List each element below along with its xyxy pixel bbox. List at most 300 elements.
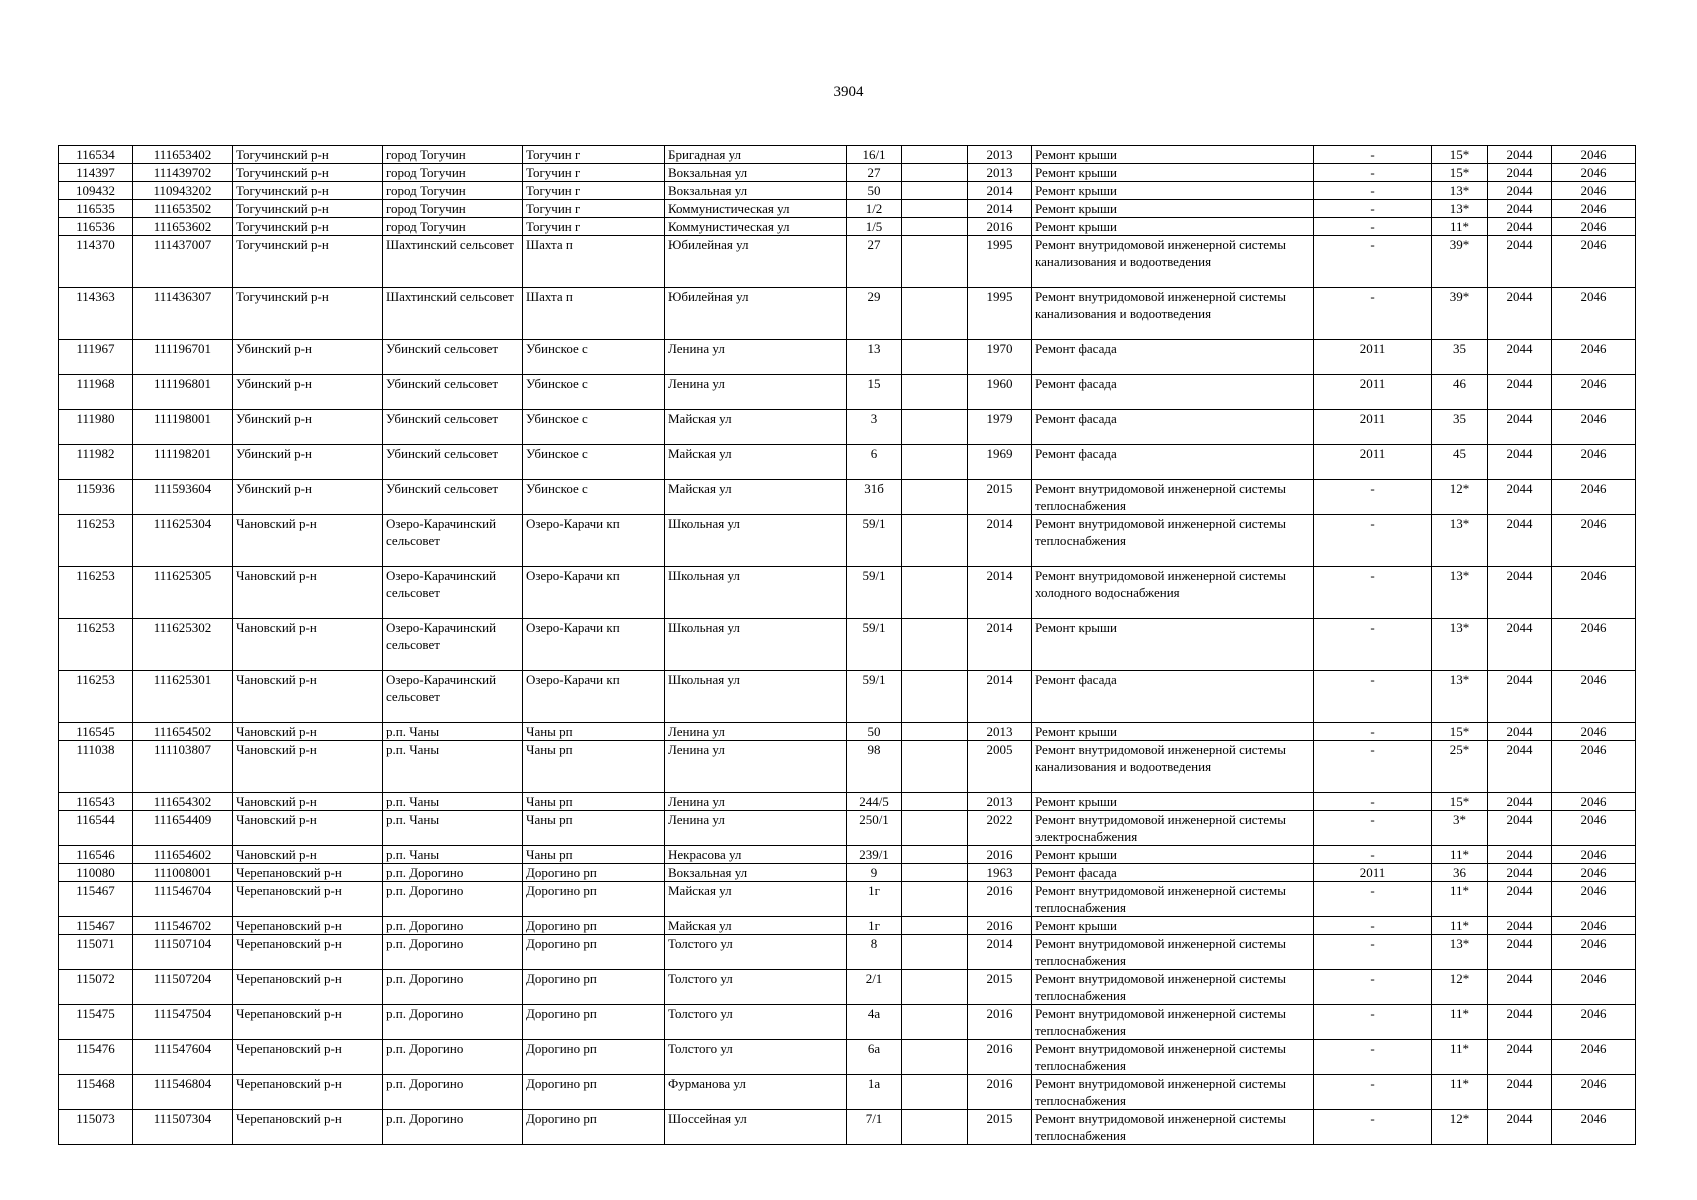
service-life-cell: 46 — [1432, 375, 1488, 410]
settlement-cell: Дорогино рп — [523, 882, 665, 917]
year-cell: 1963 — [968, 864, 1032, 882]
planned-start-year-cell: 2044 — [1488, 200, 1552, 218]
planned-end-year-cell: 2046 — [1552, 288, 1636, 340]
district-cell: Чановский р-н — [233, 793, 383, 811]
house-code-cell: 111196701 — [133, 340, 233, 375]
house-code-cell: 111625305 — [133, 567, 233, 619]
last-repair-year-cell: - — [1314, 619, 1432, 671]
district-cell: Тогучинский р-н — [233, 146, 383, 164]
year-cell: 2005 — [968, 741, 1032, 793]
blank-column-cell — [902, 864, 968, 882]
service-life-cell: 11* — [1432, 846, 1488, 864]
table-row — [59, 882, 1636, 917]
table-row — [59, 515, 1636, 567]
housing-repair-table — [58, 145, 1636, 1145]
planned-start-year-cell: 2044 — [1488, 515, 1552, 567]
settlement-cell: Тогучин г — [523, 164, 665, 182]
blank-column-cell — [902, 375, 968, 410]
district-cell: Убинский р-н — [233, 480, 383, 515]
work-type-cell: Ремонт крыши — [1032, 793, 1314, 811]
table-row — [59, 288, 1636, 340]
blank-column-cell — [902, 917, 968, 935]
record-id-cell: 115073 — [59, 1110, 133, 1145]
planned-start-year-cell: 2044 — [1488, 480, 1552, 515]
house-number-cell: 1а — [847, 1075, 902, 1110]
work-type-cell: Ремонт внутридомовой инженерной системы теплоснабжения — [1032, 480, 1314, 515]
year-cell: 1995 — [968, 236, 1032, 288]
settlement-cell: Шахта п — [523, 288, 665, 340]
service-life-cell: 15* — [1432, 146, 1488, 164]
settlement-cell: Убинское с — [523, 445, 665, 480]
street-cell: Бригадная ул — [665, 146, 847, 164]
district-cell: Черепановский р-н — [233, 882, 383, 917]
street-cell: Толстого ул — [665, 970, 847, 1005]
work-type-cell: Ремонт фасада — [1032, 671, 1314, 723]
district-cell: Тогучинский р-н — [233, 200, 383, 218]
house-code-cell: 110943202 — [133, 182, 233, 200]
year-cell: 2014 — [968, 515, 1032, 567]
table-row — [59, 970, 1636, 1005]
settlement-cell: Тогучин г — [523, 218, 665, 236]
record-id-cell: 115467 — [59, 882, 133, 917]
district-cell: Черепановский р-н — [233, 1110, 383, 1145]
service-life-cell: 3* — [1432, 811, 1488, 846]
municipality-cell: Озеро-Карачинский сельсовет — [383, 619, 523, 671]
service-life-cell: 39* — [1432, 288, 1488, 340]
district-cell: Чановский р-н — [233, 515, 383, 567]
record-id-cell: 114370 — [59, 236, 133, 288]
year-cell: 2016 — [968, 882, 1032, 917]
blank-column-cell — [902, 236, 968, 288]
service-life-cell: 13* — [1432, 671, 1488, 723]
table-row — [59, 864, 1636, 882]
work-type-cell: Ремонт внутридомовой инженерной системы теплоснабжения — [1032, 935, 1314, 970]
planned-start-year-cell: 2044 — [1488, 146, 1552, 164]
last-repair-year-cell: - — [1314, 182, 1432, 200]
year-cell: 2013 — [968, 723, 1032, 741]
municipality-cell: р.п. Чаны — [383, 846, 523, 864]
house-code-cell: 111507104 — [133, 935, 233, 970]
district-cell: Черепановский р-н — [233, 970, 383, 1005]
municipality-cell: Убинский сельсовет — [383, 480, 523, 515]
planned-start-year-cell: 2044 — [1488, 445, 1552, 480]
house-code-cell: 111507204 — [133, 970, 233, 1005]
house-number-cell: 50 — [847, 723, 902, 741]
year-cell: 2022 — [968, 811, 1032, 846]
settlement-cell: Дорогино рп — [523, 1110, 665, 1145]
district-cell: Чановский р-н — [233, 619, 383, 671]
settlement-cell: Дорогино рп — [523, 1075, 665, 1110]
record-id-cell: 116534 — [59, 146, 133, 164]
planned-end-year-cell: 2046 — [1552, 882, 1636, 917]
record-id-cell: 111967 — [59, 340, 133, 375]
record-id-cell: 116535 — [59, 200, 133, 218]
municipality-cell: Озеро-Карачинский сельсовет — [383, 515, 523, 567]
blank-column-cell — [902, 480, 968, 515]
house-code-cell: 111103807 — [133, 741, 233, 793]
municipality-cell: р.п. Дорогино — [383, 935, 523, 970]
blank-column-cell — [902, 567, 968, 619]
work-type-cell: Ремонт крыши — [1032, 146, 1314, 164]
last-repair-year-cell: - — [1314, 1040, 1432, 1075]
table-row — [59, 146, 1636, 164]
work-type-cell: Ремонт крыши — [1032, 619, 1314, 671]
house-code-cell: 111547604 — [133, 1040, 233, 1075]
planned-start-year-cell: 2044 — [1488, 882, 1552, 917]
last-repair-year-cell: - — [1314, 567, 1432, 619]
municipality-cell: р.п. Чаны — [383, 741, 523, 793]
municipality-cell: Убинский сельсовет — [383, 375, 523, 410]
municipality-cell: р.п. Чаны — [383, 811, 523, 846]
municipality-cell: город Тогучин — [383, 200, 523, 218]
house-code-cell: 111436307 — [133, 288, 233, 340]
settlement-cell: Тогучин г — [523, 146, 665, 164]
planned-end-year-cell: 2046 — [1552, 236, 1636, 288]
service-life-cell: 11* — [1432, 1075, 1488, 1110]
settlement-cell: Чаны рп — [523, 723, 665, 741]
house-code-cell: 111547504 — [133, 1005, 233, 1040]
settlement-cell: Чаны рп — [523, 741, 665, 793]
planned-end-year-cell: 2046 — [1552, 375, 1636, 410]
district-cell: Тогучинский р-н — [233, 182, 383, 200]
house-number-cell: 29 — [847, 288, 902, 340]
table-row — [59, 182, 1636, 200]
blank-column-cell — [902, 619, 968, 671]
house-number-cell: 2/1 — [847, 970, 902, 1005]
settlement-cell: Шахта п — [523, 236, 665, 288]
planned-start-year-cell: 2044 — [1488, 288, 1552, 340]
house-number-cell: 4а — [847, 1005, 902, 1040]
street-cell: Шоссейная ул — [665, 1110, 847, 1145]
work-type-cell: Ремонт фасада — [1032, 340, 1314, 375]
district-cell: Тогучинский р-н — [233, 236, 383, 288]
planned-end-year-cell: 2046 — [1552, 410, 1636, 445]
house-number-cell: 98 — [847, 741, 902, 793]
district-cell: Черепановский р-н — [233, 1005, 383, 1040]
record-id-cell: 116544 — [59, 811, 133, 846]
record-id-cell: 115468 — [59, 1075, 133, 1110]
settlement-cell: Озеро-Карачи кп — [523, 567, 665, 619]
house-number-cell: 59/1 — [847, 619, 902, 671]
record-id-cell: 115072 — [59, 970, 133, 1005]
district-cell: Убинский р-н — [233, 445, 383, 480]
service-life-cell: 11* — [1432, 1040, 1488, 1075]
district-cell: Чановский р-н — [233, 723, 383, 741]
record-id-cell: 111968 — [59, 375, 133, 410]
house-number-cell: 8 — [847, 935, 902, 970]
record-id-cell: 116253 — [59, 567, 133, 619]
house-code-cell: 111653602 — [133, 218, 233, 236]
service-life-cell: 13* — [1432, 935, 1488, 970]
planned-end-year-cell: 2046 — [1552, 164, 1636, 182]
house-number-cell: 244/5 — [847, 793, 902, 811]
blank-column-cell — [902, 218, 968, 236]
planned-end-year-cell: 2046 — [1552, 935, 1636, 970]
work-type-cell: Ремонт внутридомовой инженерной системы теплоснабжения — [1032, 1075, 1314, 1110]
street-cell: Вокзальная ул — [665, 182, 847, 200]
planned-start-year-cell: 2044 — [1488, 410, 1552, 445]
blank-column-cell — [902, 340, 968, 375]
municipality-cell: р.п. Чаны — [383, 793, 523, 811]
planned-end-year-cell: 2046 — [1552, 340, 1636, 375]
house-code-cell: 111593604 — [133, 480, 233, 515]
record-id-cell: 114397 — [59, 164, 133, 182]
table-row — [59, 811, 1636, 846]
street-cell: Школьная ул — [665, 619, 847, 671]
street-cell: Ленина ул — [665, 340, 847, 375]
service-life-cell: 35 — [1432, 340, 1488, 375]
district-cell: Чановский р-н — [233, 741, 383, 793]
house-code-cell: 111437007 — [133, 236, 233, 288]
planned-start-year-cell: 2044 — [1488, 218, 1552, 236]
street-cell: Толстого ул — [665, 1040, 847, 1075]
record-id-cell: 116536 — [59, 218, 133, 236]
blank-column-cell — [902, 935, 968, 970]
municipality-cell: р.п. Дорогино — [383, 864, 523, 882]
work-type-cell: Ремонт внутридомовой инженерной системы канализования и водоотведения — [1032, 741, 1314, 793]
planned-start-year-cell: 2044 — [1488, 1075, 1552, 1110]
last-repair-year-cell: - — [1314, 846, 1432, 864]
house-code-cell: 111198001 — [133, 410, 233, 445]
year-cell: 2016 — [968, 917, 1032, 935]
work-type-cell: Ремонт крыши — [1032, 723, 1314, 741]
work-type-cell: Ремонт крыши — [1032, 200, 1314, 218]
year-cell: 2013 — [968, 146, 1032, 164]
work-type-cell: Ремонт внутридомовой инженерной системы теплоснабжения — [1032, 882, 1314, 917]
district-cell: Убинский р-н — [233, 340, 383, 375]
street-cell: Ленина ул — [665, 811, 847, 846]
blank-column-cell — [902, 846, 968, 864]
service-life-cell: 45 — [1432, 445, 1488, 480]
settlement-cell: Убинское с — [523, 375, 665, 410]
service-life-cell: 13* — [1432, 515, 1488, 567]
year-cell: 1960 — [968, 375, 1032, 410]
year-cell: 1979 — [968, 410, 1032, 445]
street-cell: Майская ул — [665, 917, 847, 935]
year-cell: 1995 — [968, 288, 1032, 340]
work-type-cell: Ремонт внутридомовой инженерной системы теплоснабжения — [1032, 1040, 1314, 1075]
planned-start-year-cell: 2044 — [1488, 917, 1552, 935]
street-cell: Юбилейная ул — [665, 288, 847, 340]
blank-column-cell — [902, 882, 968, 917]
municipality-cell: город Тогучин — [383, 182, 523, 200]
street-cell: Коммунистическая ул — [665, 218, 847, 236]
service-life-cell: 15* — [1432, 164, 1488, 182]
house-number-cell: 6 — [847, 445, 902, 480]
settlement-cell: Чаны рп — [523, 811, 665, 846]
house-code-cell: 111546804 — [133, 1075, 233, 1110]
street-cell: Вокзальная ул — [665, 164, 847, 182]
blank-column-cell — [902, 723, 968, 741]
planned-end-year-cell: 2046 — [1552, 671, 1636, 723]
record-id-cell: 116253 — [59, 671, 133, 723]
district-cell: Чановский р-н — [233, 671, 383, 723]
last-repair-year-cell: 2011 — [1314, 445, 1432, 480]
district-cell: Черепановский р-н — [233, 935, 383, 970]
settlement-cell: Убинское с — [523, 480, 665, 515]
district-cell: Черепановский р-н — [233, 864, 383, 882]
work-type-cell: Ремонт крыши — [1032, 846, 1314, 864]
street-cell: Майская ул — [665, 445, 847, 480]
municipality-cell: р.п. Дорогино — [383, 1110, 523, 1145]
district-cell: Тогучинский р-н — [233, 218, 383, 236]
municipality-cell: р.п. Дорогино — [383, 917, 523, 935]
house-code-cell: 111507304 — [133, 1110, 233, 1145]
street-cell: Майская ул — [665, 882, 847, 917]
planned-end-year-cell: 2046 — [1552, 846, 1636, 864]
service-life-cell: 11* — [1432, 1005, 1488, 1040]
record-id-cell: 114363 — [59, 288, 133, 340]
planned-start-year-cell: 2044 — [1488, 793, 1552, 811]
planned-end-year-cell: 2046 — [1552, 811, 1636, 846]
house-code-cell: 111653402 — [133, 146, 233, 164]
table-row — [59, 619, 1636, 671]
house-code-cell: 111654409 — [133, 811, 233, 846]
last-repair-year-cell: - — [1314, 1075, 1432, 1110]
district-cell: Тогучинский р-н — [233, 288, 383, 340]
blank-column-cell — [902, 671, 968, 723]
year-cell: 2015 — [968, 1110, 1032, 1145]
service-life-cell: 11* — [1432, 917, 1488, 935]
settlement-cell: Чаны рп — [523, 793, 665, 811]
record-id-cell: 109432 — [59, 182, 133, 200]
house-code-cell: 111654502 — [133, 723, 233, 741]
house-number-cell: 1г — [847, 882, 902, 917]
year-cell: 2014 — [968, 619, 1032, 671]
year-cell: 2013 — [968, 164, 1032, 182]
work-type-cell: Ремонт крыши — [1032, 164, 1314, 182]
year-cell: 2016 — [968, 1075, 1032, 1110]
planned-end-year-cell: 2046 — [1552, 1040, 1636, 1075]
blank-column-cell — [902, 1110, 968, 1145]
record-id-cell: 116253 — [59, 619, 133, 671]
year-cell: 2014 — [968, 935, 1032, 970]
street-cell: Юбилейная ул — [665, 236, 847, 288]
blank-column-cell — [902, 445, 968, 480]
settlement-cell: Дорогино рп — [523, 1040, 665, 1075]
service-life-cell: 15* — [1432, 723, 1488, 741]
municipality-cell: р.п. Дорогино — [383, 1040, 523, 1075]
municipality-cell: Шахтинский сельсовет — [383, 288, 523, 340]
blank-column-cell — [902, 146, 968, 164]
planned-end-year-cell: 2046 — [1552, 793, 1636, 811]
record-id-cell: 111982 — [59, 445, 133, 480]
blank-column-cell — [902, 182, 968, 200]
planned-start-year-cell: 2044 — [1488, 811, 1552, 846]
street-cell: Майская ул — [665, 410, 847, 445]
planned-end-year-cell: 2046 — [1552, 1005, 1636, 1040]
house-number-cell: 59/1 — [847, 515, 902, 567]
municipality-cell: город Тогучин — [383, 146, 523, 164]
blank-column-cell — [902, 1075, 968, 1110]
municipality-cell: Шахтинский сельсовет — [383, 236, 523, 288]
last-repair-year-cell: - — [1314, 288, 1432, 340]
municipality-cell: р.п. Дорогино — [383, 1005, 523, 1040]
last-repair-year-cell: - — [1314, 146, 1432, 164]
table-row — [59, 567, 1636, 619]
house-code-cell: 111008001 — [133, 864, 233, 882]
municipality-cell: Убинский сельсовет — [383, 410, 523, 445]
settlement-cell: Озеро-Карачи кп — [523, 619, 665, 671]
record-id-cell: 116546 — [59, 846, 133, 864]
house-code-cell: 111625301 — [133, 671, 233, 723]
year-cell: 2015 — [968, 480, 1032, 515]
blank-column-cell — [902, 288, 968, 340]
house-number-cell: 59/1 — [847, 567, 902, 619]
house-number-cell: 50 — [847, 182, 902, 200]
planned-start-year-cell: 2044 — [1488, 1040, 1552, 1075]
record-id-cell: 110080 — [59, 864, 133, 882]
planned-start-year-cell: 2044 — [1488, 723, 1552, 741]
house-number-cell: 250/1 — [847, 811, 902, 846]
work-type-cell: Ремонт внутридомовой инженерной системы теплоснабжения — [1032, 1110, 1314, 1145]
blank-column-cell — [902, 793, 968, 811]
street-cell: Некрасова ул — [665, 846, 847, 864]
table-row — [59, 164, 1636, 182]
work-type-cell: Ремонт внутридомовой инженерной системы канализования и водоотведения — [1032, 236, 1314, 288]
district-cell: Черепановский р-н — [233, 917, 383, 935]
year-cell: 2014 — [968, 200, 1032, 218]
year-cell: 1969 — [968, 445, 1032, 480]
table-row — [59, 218, 1636, 236]
house-number-cell: 27 — [847, 164, 902, 182]
district-cell: Убинский р-н — [233, 410, 383, 445]
year-cell: 2014 — [968, 567, 1032, 619]
record-id-cell: 115476 — [59, 1040, 133, 1075]
last-repair-year-cell: - — [1314, 200, 1432, 218]
work-type-cell: Ремонт крыши — [1032, 917, 1314, 935]
municipality-cell: р.п. Дорогино — [383, 970, 523, 1005]
blank-column-cell — [902, 741, 968, 793]
table-row — [59, 793, 1636, 811]
municipality-cell: р.п. Дорогино — [383, 882, 523, 917]
service-life-cell: 25* — [1432, 741, 1488, 793]
table-row — [59, 917, 1636, 935]
municipality-cell: Озеро-Карачинский сельсовет — [383, 671, 523, 723]
settlement-cell: Чаны рп — [523, 846, 665, 864]
street-cell: Майская ул — [665, 480, 847, 515]
house-code-cell: 111196801 — [133, 375, 233, 410]
planned-end-year-cell: 2046 — [1552, 1110, 1636, 1145]
planned-start-year-cell: 2044 — [1488, 236, 1552, 288]
record-id-cell: 115936 — [59, 480, 133, 515]
service-life-cell: 13* — [1432, 619, 1488, 671]
settlement-cell: Тогучин г — [523, 200, 665, 218]
work-type-cell: Ремонт внутридомовой инженерной системы теплоснабжения — [1032, 515, 1314, 567]
last-repair-year-cell: - — [1314, 882, 1432, 917]
street-cell: Коммунистическая ул — [665, 200, 847, 218]
last-repair-year-cell: 2011 — [1314, 340, 1432, 375]
record-id-cell: 111038 — [59, 741, 133, 793]
house-code-cell: 111198201 — [133, 445, 233, 480]
house-number-cell: 6а — [847, 1040, 902, 1075]
year-cell: 2016 — [968, 1040, 1032, 1075]
street-cell: Ленина ул — [665, 793, 847, 811]
district-cell: Тогучинский р-н — [233, 164, 383, 182]
planned-start-year-cell: 2044 — [1488, 1110, 1552, 1145]
district-cell: Черепановский р-н — [233, 1040, 383, 1075]
planned-start-year-cell: 2044 — [1488, 1005, 1552, 1040]
table-row — [59, 480, 1636, 515]
work-type-cell: Ремонт внутридомовой инженерной системы теплоснабжения — [1032, 1005, 1314, 1040]
work-type-cell: Ремонт внутридомовой инженерной системы теплоснабжения — [1032, 970, 1314, 1005]
planned-end-year-cell: 2046 — [1552, 480, 1636, 515]
district-cell: Черепановский р-н — [233, 1075, 383, 1110]
year-cell: 2016 — [968, 218, 1032, 236]
planned-end-year-cell: 2046 — [1552, 200, 1636, 218]
last-repair-year-cell: - — [1314, 1005, 1432, 1040]
blank-column-cell — [902, 515, 968, 567]
